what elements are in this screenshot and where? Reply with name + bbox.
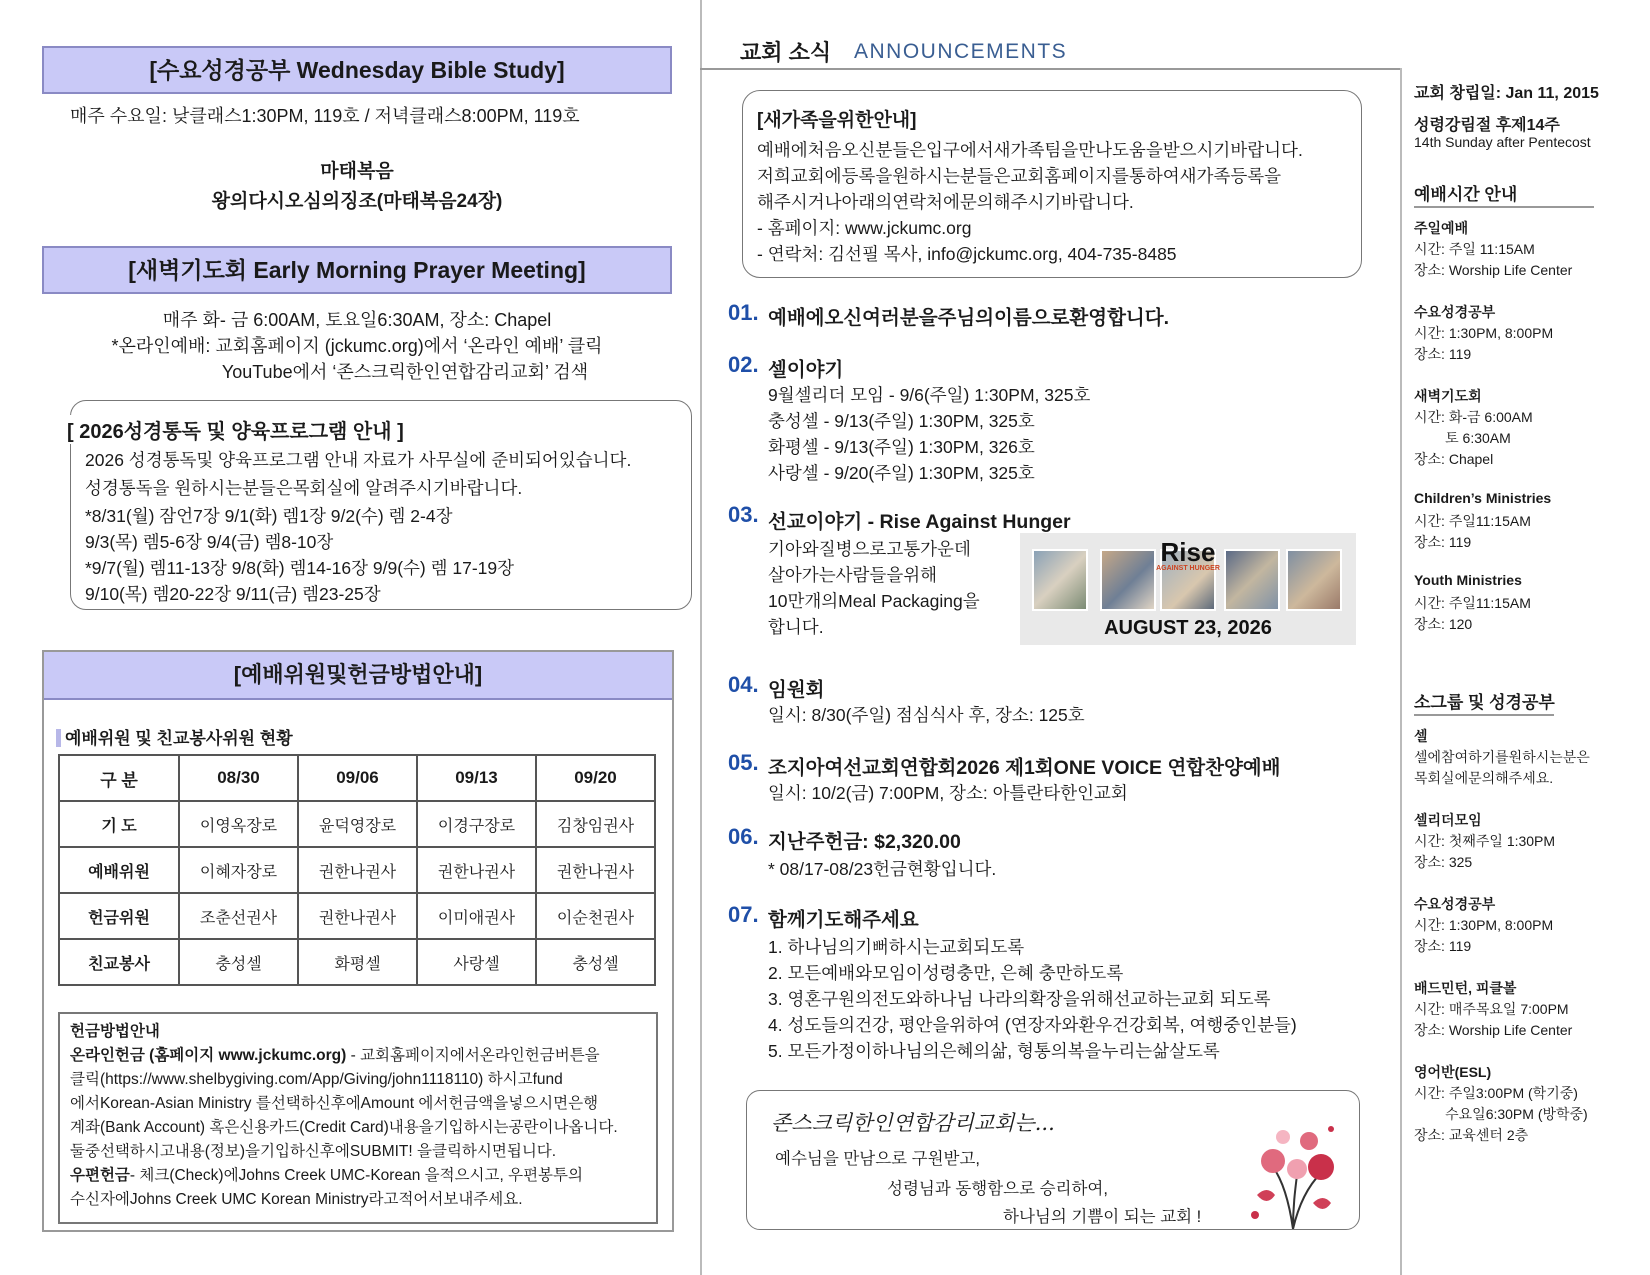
online-offering-text: 클릭(https://www.shelbygiving.com/App/Giving/john1118110) 하시고fund <box>70 1071 563 1088</box>
group-line: 수요일6:30PM (방학중) <box>1414 1106 1588 1122</box>
item-number: 07. <box>728 902 759 927</box>
online-offering-text: 둘중선택하시고내용(정보)을기입하신후에SUBMIT! 을클릭하시면됩니다. <box>70 1143 557 1160</box>
item-title: 지난주헌금: $2,320.00 <box>768 831 961 853</box>
group-name: 수요성경공부 <box>1414 896 1496 912</box>
program-line: 9/3(목) 렘5-6장 9/4(금) 렘8-10장 <box>85 532 334 552</box>
mail-offering-text: - 체크(Check)에Johns Creek UMC-Korean 을적으시고, 우편봉투의 <box>129 1167 583 1184</box>
mail-offering-label: 우편헌금 <box>70 1167 130 1184</box>
table-cell: 충성셀 <box>536 939 655 985</box>
item-title: 셀이야기 <box>768 359 844 381</box>
table-cell: 헌금위원 <box>59 893 179 939</box>
group-line: 장소: Worship Life Center <box>1414 1022 1573 1038</box>
worship-times-title: 예배시간 안내 <box>1414 185 1518 204</box>
schedule-line: 시간: 주일11:15AM <box>1414 595 1531 611</box>
church-motto-line: 성령님과 동행함으로 승리하여, <box>887 1180 1108 1198</box>
program-line: 성경통독을 원하시는분들은목회실에 알려주시기바랍니다. <box>85 478 523 498</box>
group-line: 목회실에문의해주세요. <box>1414 770 1554 786</box>
announcements-subtitle: ANNOUNCEMENTS <box>854 40 1068 63</box>
sidebar-divider <box>1400 68 1402 1275</box>
group-name: 배드민턴, 피클볼 <box>1414 980 1517 996</box>
table-header-cell: 09/06 <box>298 755 417 801</box>
program-line: 2026 성경통독및 양육프로그램 안내 자료가 사무실에 준비되어있습니다. <box>85 450 632 470</box>
table-cell: 기 도 <box>59 801 179 847</box>
liturgical-sunday: 성령강림절 후제14주 <box>1414 117 1560 134</box>
group-line: 시간: 1:30PM, 8:00PM <box>1414 917 1554 933</box>
item-number: 05. <box>728 750 759 775</box>
program-line: 9/10(목) 렘20-22장 9/11(금) 렘23-25장 <box>85 584 381 604</box>
committee-subtitle: 예배위원 및 친교봉사위원 현황 <box>56 724 293 749</box>
cell-line: 충성셀 - 9/13(주일) 1:30PM, 325호 <box>768 411 1035 431</box>
table-row <box>59 893 655 939</box>
prayer-item: 1. 하나님의기뻐하시는교회되도록 <box>768 937 1025 957</box>
group-name: 셀리더모임 <box>1414 812 1482 828</box>
table-cell: 예배위원 <box>59 847 179 893</box>
prayer-item: 4. 성도들의건강, 평안을위하여 (연장자와환우건강회복, 여행중인분들) <box>768 1015 1297 1035</box>
fold-divider <box>700 0 702 1275</box>
schedule-name: Children’s Ministries <box>1414 490 1552 506</box>
schedule-name: 새벽기도회 <box>1414 388 1482 404</box>
table-header-row <box>59 755 655 801</box>
worship-header: [예배위원및헌금방법안내] <box>44 652 672 700</box>
committee-table <box>58 754 656 986</box>
schedule-line: 시간: 주일11:15AM <box>1414 513 1531 529</box>
table-cell: 권한나권사 <box>417 847 536 893</box>
table-cell: 권한나권사 <box>298 847 417 893</box>
program-title: [ 2026성경통독 및 양육프로그램 안내 ] <box>65 415 406 444</box>
announcements-rule <box>700 68 1400 70</box>
worship-committee-box <box>42 650 674 1232</box>
item-title: 임원회 <box>768 679 825 701</box>
mail-offering-text: 수신자에Johns Creek UMC Korean Ministry라고적어서보내주세요. <box>70 1191 523 1208</box>
table-cell: 사랑셀 <box>417 939 536 985</box>
bible-study-schedule: 매주 수요일: 낮클래스1:30PM, 119호 / 저녁클래스8:00PM, 119호 <box>70 106 580 126</box>
new-family-line: - 연락처: 김선필 목사, info@jckumc.org, 404-735-8485 <box>757 244 1177 264</box>
event-photo <box>1224 549 1280 611</box>
schedule-line: 장소: 120 <box>1414 616 1473 632</box>
item-title: 선교이야기 - Rise Against Hunger <box>768 511 1071 533</box>
table-cell: 권한나권사 <box>298 893 417 939</box>
table-cell: 이혜자장로 <box>179 847 298 893</box>
schedule-line: 시간: 화-금 6:00AM <box>1414 409 1533 425</box>
table-cell: 조춘선권사 <box>179 893 298 939</box>
schedule-name: Youth Ministries <box>1414 572 1522 588</box>
table-header-cell: 09/13 <box>417 755 536 801</box>
item-title: 예배에오신여러분을주님의이름으로환영합니다. <box>768 307 1169 329</box>
schedule-name: 수요성경공부 <box>1414 304 1496 320</box>
cell-line: 사랑셀 - 9/20(주일) 1:30PM, 325호 <box>768 463 1035 483</box>
group-line: 시간: 주일3:00PM (학기중) <box>1414 1085 1578 1101</box>
table-cell: 화평셀 <box>298 939 417 985</box>
group-line: 시간: 매주목요일 7:00PM <box>1414 1001 1569 1017</box>
board-meeting-line: 일시: 8/30(주일) 점심식사 후, 장소: 125호 <box>768 705 1085 725</box>
event-date: AUGUST 23, 2026 <box>1104 617 1272 639</box>
church-motto-line: 예수님을 만남으로 구원받고, <box>775 1150 981 1168</box>
schedule-line: 장소: Worship Life Center <box>1414 262 1573 278</box>
table-cell: 이순천권사 <box>536 893 655 939</box>
onevoice-line: 일시: 10/2(금) 7:00PM, 장소: 아틀란타한인교회 <box>768 783 1128 803</box>
online-offering-text: - 교회홈페이지에서온라인헌금버튼을 <box>346 1047 600 1064</box>
cell-line: 9월셀리더 모임 - 9/6(주일) 1:30PM, 325호 <box>768 385 1091 405</box>
prayer-header: [새벽기도회 Early Morning Prayer Meeting] <box>42 246 672 294</box>
event-photo <box>1032 549 1088 611</box>
mission-line: 기아와질병으로고통가운데 <box>768 539 971 559</box>
group-name: 셀 <box>1414 728 1428 744</box>
bible-study-header: [수요성경공부 Wednesday Bible Study] <box>42 46 672 94</box>
prayer-line-2: *온라인예배: 교회홈페이지 (jckumc.org)에서 ‘온라인 예배’ 클릭 <box>111 336 603 356</box>
group-line: 셀에참여하기를원하시는분은 <box>1414 749 1590 765</box>
offering-method-box <box>58 1012 658 1224</box>
new-family-line: 저희교회에등록을원하시는분들은교회홈페이지를통하여새가족등록을 <box>757 166 1282 186</box>
cell-line: 화평셀 - 9/13(주일) 1:30PM, 326호 <box>768 437 1035 457</box>
table-cell: 이영옥장로 <box>179 801 298 847</box>
mission-line: 살아가는사람들을위해 <box>768 565 938 585</box>
small-groups-title: 소그룹 및 성경공부 <box>1414 693 1555 712</box>
church-motto-script: 존스크릭한인연합감리교회는... <box>771 1111 1055 1135</box>
item-number: 03. <box>728 502 759 527</box>
table-cell: 충성셀 <box>179 939 298 985</box>
table-row <box>59 847 655 893</box>
prayer-line-1: 매주 화- 금 6:00AM, 토요일6:30AM, 장소: Chapel <box>162 310 552 330</box>
item-number: 02. <box>728 352 759 377</box>
item-number: 04. <box>728 672 759 697</box>
new-family-box <box>742 90 1362 278</box>
new-family-line: 예배에처음오신분들은입구에서새가족팀을만나도움을받으시기바랍니다. <box>757 140 1303 160</box>
table-row <box>59 801 655 847</box>
bible-study-topic: 왕의다시오심의징조(마태복음24장) <box>211 191 503 212</box>
table-cell: 김창임권사 <box>536 801 655 847</box>
liturgical-sunday-en: 14th Sunday after Pentecost <box>1414 134 1591 150</box>
group-name: 영어반(ESL) <box>1414 1064 1492 1080</box>
rise-against-hunger-image <box>1020 533 1356 645</box>
bible-reading-program-box <box>67 400 692 610</box>
event-photo <box>1286 549 1342 611</box>
mission-line: 10만개의Meal Packaging을 <box>768 591 980 611</box>
prayer-item: 2. 모든예배와모임이성령충만, 은혜 충만하도록 <box>768 963 1124 983</box>
schedule-line: 장소: Chapel <box>1414 451 1494 467</box>
founding-date: 교회 창립일: Jan 11, 2015 <box>1414 85 1599 102</box>
item-title: 함께기도해주세요 <box>768 909 919 931</box>
rise-against-hunger-logo: Rise <box>1160 537 1216 567</box>
prayer-line-3: YouTube에서 ‘존스크릭한인연합감리교회’ 검색 <box>221 362 589 382</box>
announcements-title: 교회 소식 <box>740 40 832 65</box>
floral-decoration-icon <box>1243 1111 1343 1229</box>
offering-note: * 08/17-08/23헌금현황입니다. <box>768 859 997 879</box>
item-number: 06. <box>728 824 759 849</box>
table-header-cell: 구 분 <box>59 755 179 801</box>
schedule-line: 토 6:30AM <box>1414 430 1511 446</box>
table-cell: 이미애권사 <box>417 893 536 939</box>
item-title: 조지아여선교회연합회2026 제1회ONE VOICE 연합찬양예배 <box>768 757 1281 779</box>
schedule-name: 주일예배 <box>1414 220 1469 236</box>
schedule-line: 시간: 1:30PM, 8:00PM <box>1414 325 1554 341</box>
group-line: 장소: 교육센터 2층 <box>1414 1127 1529 1143</box>
church-motto-box <box>746 1090 1360 1230</box>
event-photo <box>1100 549 1156 611</box>
program-line: *9/7(월) 렘11-13장 9/8(화) 렘14-16장 9/9(수) 렘 17-19장 <box>85 558 515 578</box>
prayer-item: 5. 모든가정이하나님의은혜의삶, 형통의복을누리는삶살도록 <box>768 1041 1220 1061</box>
small-groups-rule <box>1414 714 1554 716</box>
rise-against-hunger-logo-sub: AGAINST HUNGER <box>1156 565 1220 572</box>
program-line: *8/31(월) 잠언7장 9/1(화) 렘1장 9/2(수) 렘 2-4장 <box>85 506 453 526</box>
schedule-line: 시간: 주일 11:15AM <box>1414 241 1535 257</box>
bible-study-book: 마태복음 <box>320 161 394 182</box>
table-cell: 친교봉사 <box>59 939 179 985</box>
offering-title: 헌금방법안내 <box>70 1023 160 1040</box>
group-line: 장소: 119 <box>1414 938 1472 954</box>
worship-times-rule <box>1414 206 1594 208</box>
table-cell: 윤덕영장로 <box>298 801 417 847</box>
item-number: 01. <box>728 300 759 325</box>
church-motto-line: 하나님의 기쁨이 되는 교회 ! <box>1003 1208 1202 1226</box>
prayer-item: 3. 영혼구원의전도와하나님 나라의확장을위해선교하는교회 되도록 <box>768 989 1271 1009</box>
mission-line: 합니다. <box>768 617 824 637</box>
table-header-cell: 09/20 <box>536 755 655 801</box>
table-cell: 권한나권사 <box>536 847 655 893</box>
schedule-line: 장소: 119 <box>1414 346 1472 362</box>
table-cell: 이경구장로 <box>417 801 536 847</box>
new-family-title: [새가족을위한안내] <box>757 110 917 131</box>
online-offering-text: 에서Korean-Asian Ministry 를선택하신후에Amount 에서헌금액을넣으시면은행 <box>70 1095 599 1112</box>
table-header-cell: 08/30 <box>179 755 298 801</box>
online-offering-text: 계좌(Bank Account) 혹은신용카드(Credit Card)내용을기입하시는공란이나옵니다. <box>70 1119 618 1136</box>
group-line: 장소: 325 <box>1414 854 1473 870</box>
schedule-line: 장소: 119 <box>1414 534 1472 550</box>
table-row <box>59 939 655 985</box>
new-family-line: 해주시거나아래의연락처에문의해주시기바랍니다. <box>757 192 1134 212</box>
online-offering-label: 온라인헌금 (홈페이지 www.jckumc.org) <box>70 1047 347 1064</box>
group-line: 시간: 첫째주일 1:30PM <box>1414 833 1556 849</box>
new-family-line: - 홈페이지: www.jckumc.org <box>757 218 972 238</box>
